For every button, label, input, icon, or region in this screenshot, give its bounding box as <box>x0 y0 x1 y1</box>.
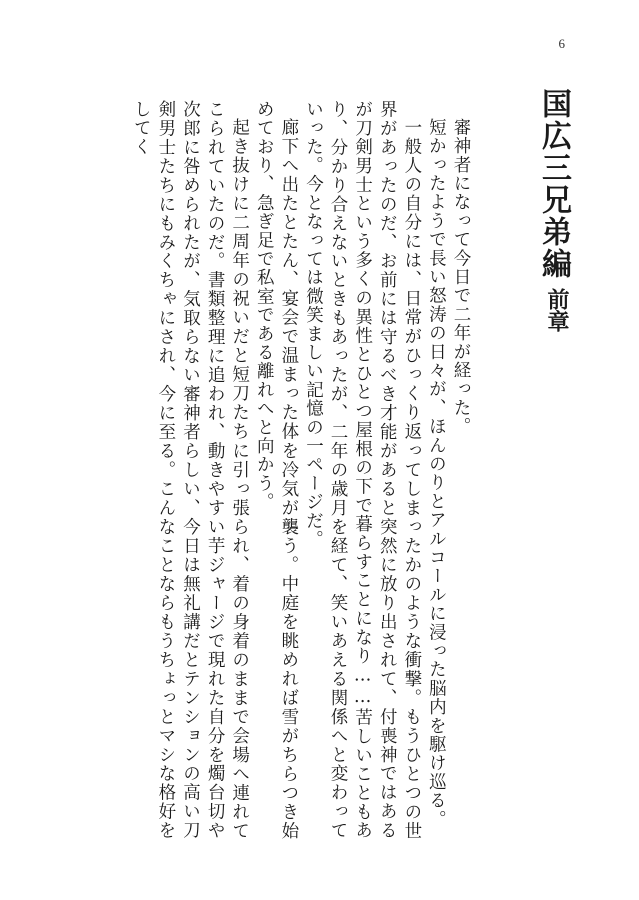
paragraph: 審神者になって今日で二年が経った。 <box>451 117 471 436</box>
body-text <box>129 100 473 840</box>
chapter-title: 前章 <box>544 288 569 332</box>
page-number: 6 <box>558 36 565 51</box>
paragraph: 起き抜けに二周年の祝いだと短刀たちに引っ張られ、着の身着のままで会場へ連れてこられていたのだ。書類整理に追われ、動きやすい芋ジャージで現れた自分を燭台切や次郎に咎められたが、気取らない審神者らしい、今日は無礼講だとテンションの高い刀剣男士たちにもみくちゃにされ、今に至る。こんなことならもうちょっとマシな格好をしてく <box>131 100 250 840</box>
paragraph: 一般人の自分には、日常がひっくり返ってしまったかのような衝撃。もうひとつの世界があったのだ、お前には守るべき才能があると突然に放り出されて、付喪神ではあるが刀剣男士という多くの異性とひとつ屋根の下で暮らすことになり……苦しいこともあり、分かり合えないときもあったが、二年の歳月を経て、笑いあえる関係へと変わっていった。今となっては微笑ましい記憶の一ページだ。 <box>303 100 422 840</box>
paragraph: 廊下へ出たとたん、宴会で温まった体を冷気が襲う。中庭を眺めれば雪がちらつき始めており、急ぎ足で私室である離れへと向かう。 <box>254 100 299 840</box>
book-title: 国広三兄弟編 <box>536 88 571 280</box>
paragraph: 短かったようで長い怒涛の日々が、ほんのりとアルコールに浸った脳内を駆け巡る。 <box>426 117 447 829</box>
title-block <box>519 88 571 858</box>
